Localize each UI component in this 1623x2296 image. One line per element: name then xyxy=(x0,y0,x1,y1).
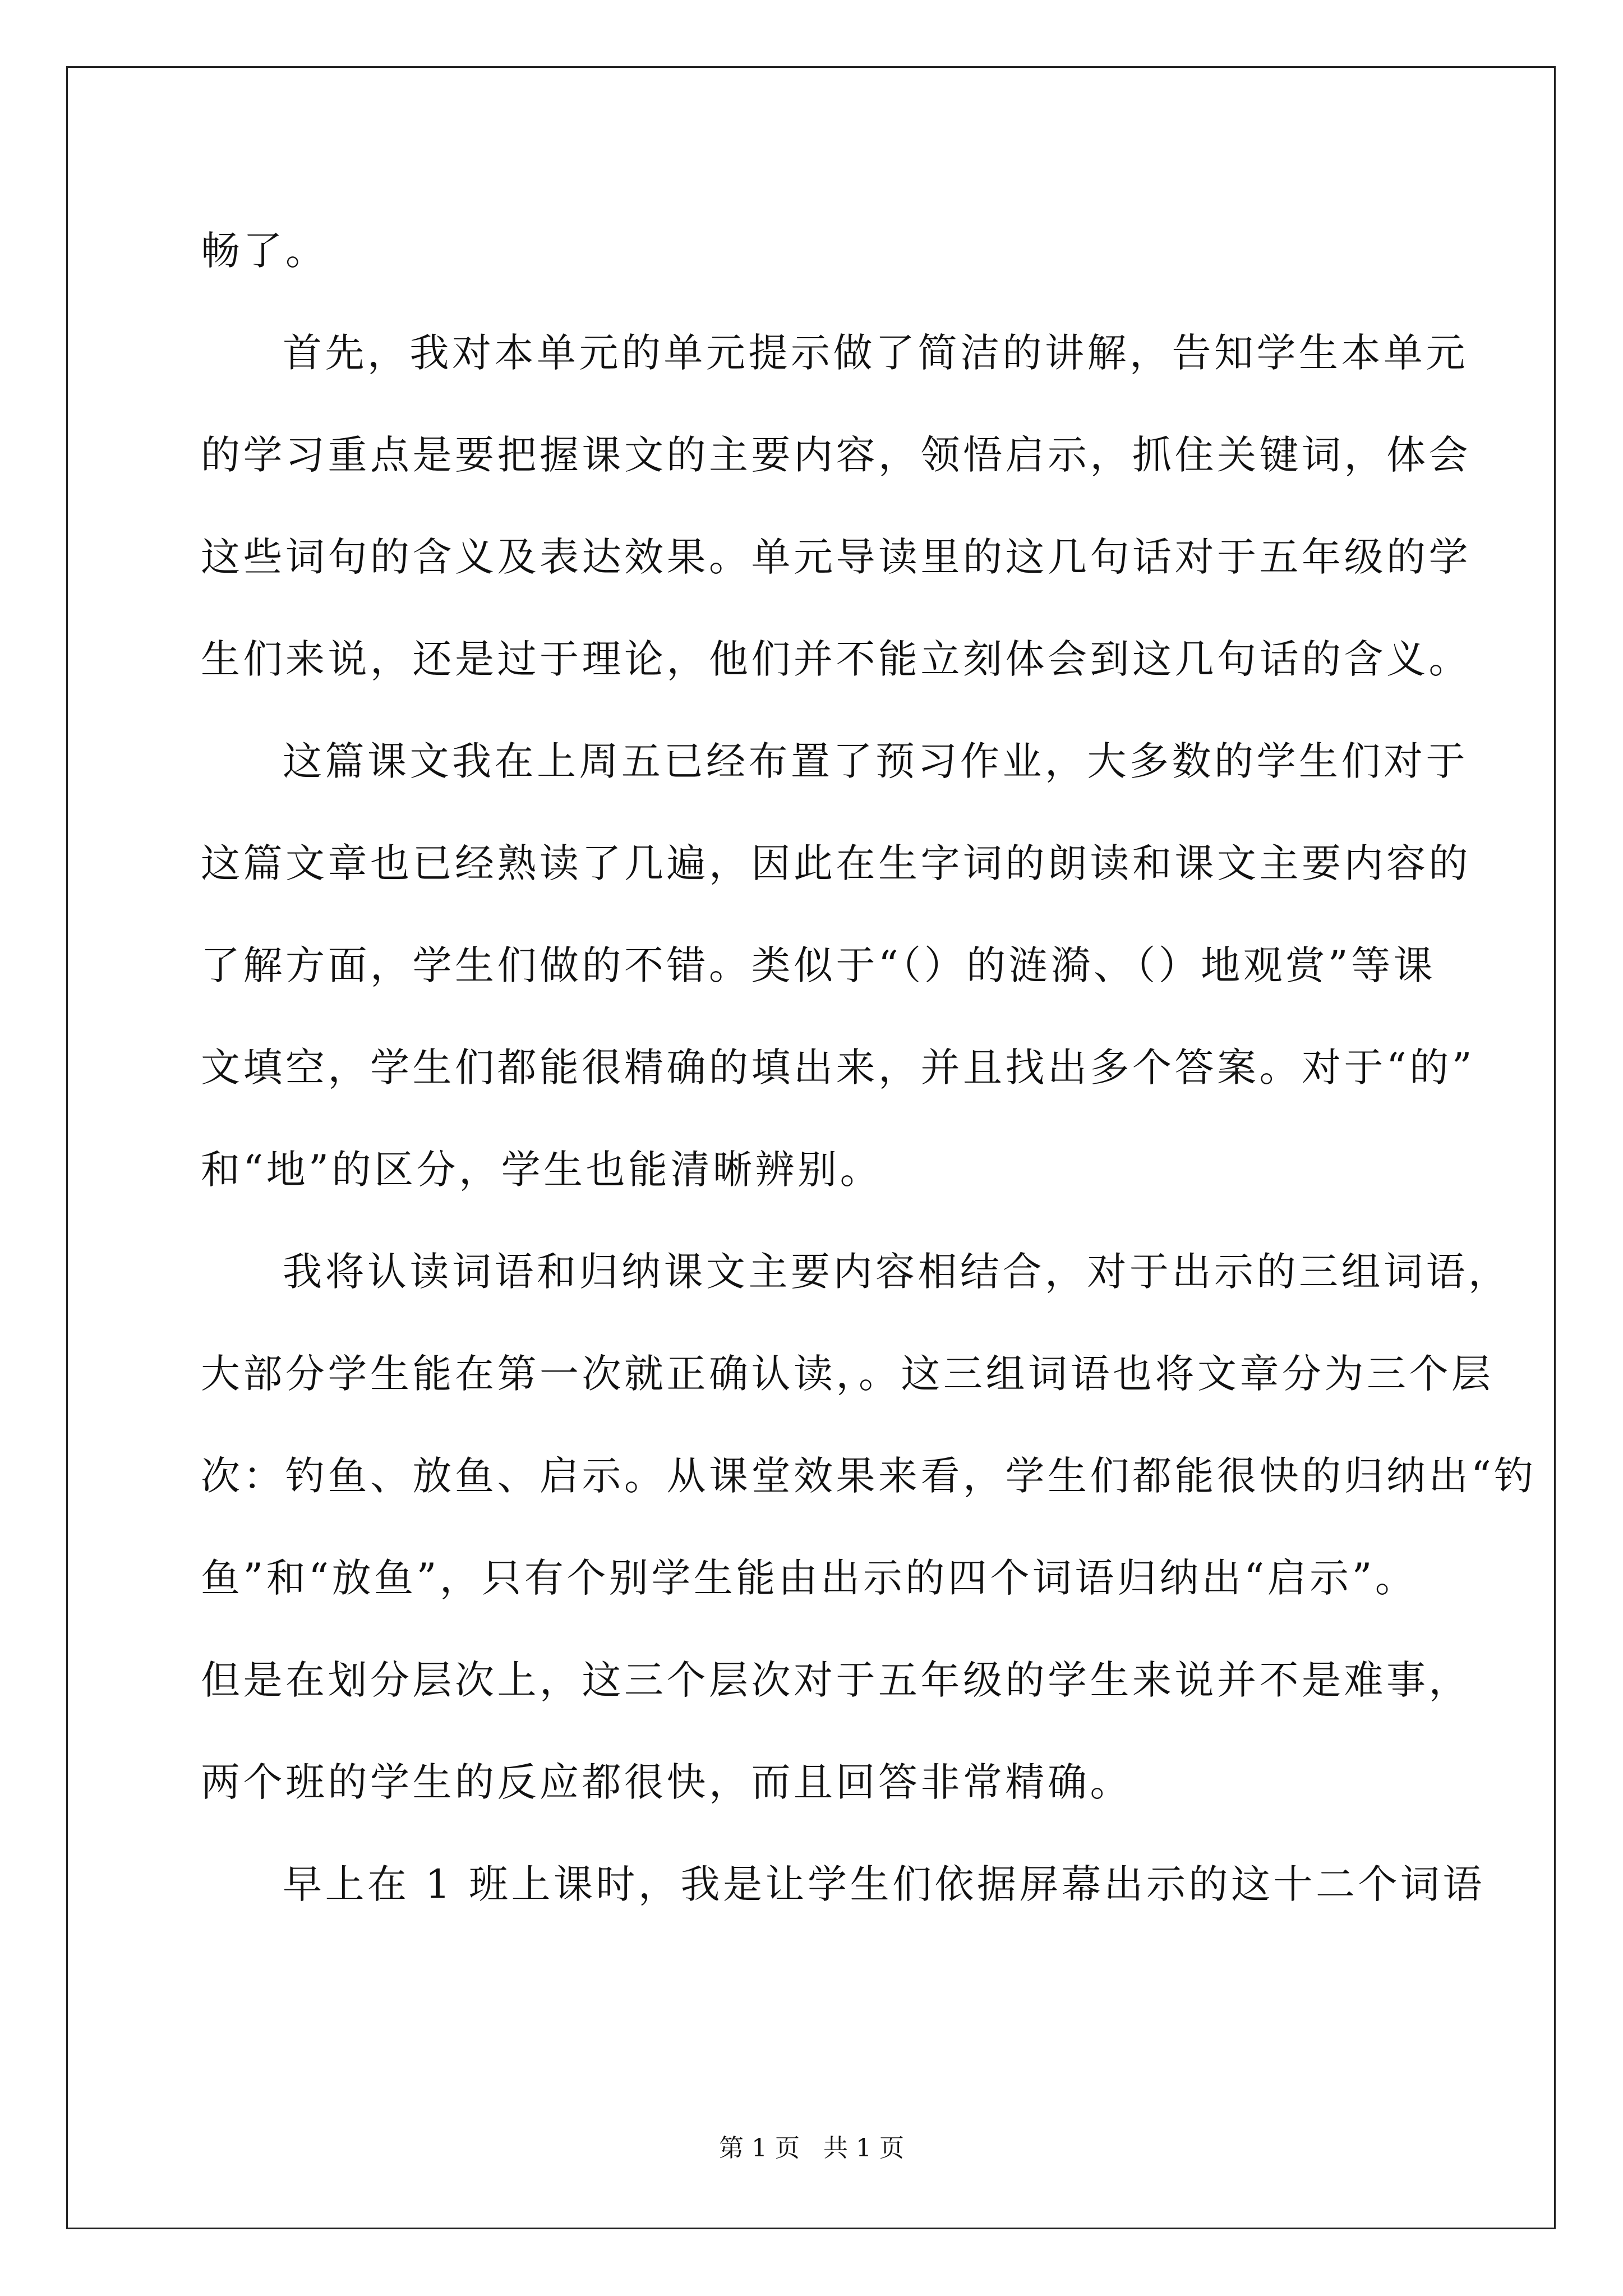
document-body xyxy=(201,200,1537,1935)
text-line: 这篇课文我在上周五已经布置了预习作业，大多数的学生们对于 xyxy=(283,738,1468,784)
text-line: 畅了。 xyxy=(201,228,328,274)
text-line: 的学习重点是要把握课文的主要内容，领悟启示，抓住关键词，体会 xyxy=(201,432,1471,478)
text-line: 次：钓鱼、放鱼、启示。从课堂效果来看，学生们都能很快的归纳出“钓 xyxy=(201,1453,1537,1499)
text-line: 首先，我对本单元的单元提示做了简洁的讲解，告知学生本单元 xyxy=(283,330,1468,376)
page-footer xyxy=(0,2132,1623,2165)
text-line: 早上在 1 班上课时，我是让学生们依据屏幕出示的这十二个词语 xyxy=(283,1861,1486,1907)
page-number-label: 第 1 页 共 1 页 xyxy=(719,2134,904,2162)
text-line: 和“地”的区分，学生也能清晰辨别。 xyxy=(201,1147,883,1193)
text-line: 但是在划分层次上，这三个层次对于五年级的学生来说并不是难事， xyxy=(201,1657,1471,1703)
text-line: 我将认读词语和归纳课文主要内容相结合，对于出示的三组词语， xyxy=(283,1249,1511,1295)
text-line: 生们来说，还是过于理论，他们并不能立刻体会到这几句话的含义。 xyxy=(201,636,1471,682)
text-line: 鱼”和“放鱼”，只有个别学生能由出示的四个词语归纳出“启示”。 xyxy=(201,1555,1418,1601)
text-line: 大部分学生能在第一次就正确认读，。这三组词语也将文章分为三个层 xyxy=(201,1351,1494,1397)
text-line: 了解方面，学生们做的不错。类似于“（）的涟漪、（）地观赏”等课 xyxy=(201,942,1436,988)
text-line: 这篇文章也已经熟读了几遍，因此在生字词的朗读和课文主要内容的 xyxy=(201,840,1471,886)
text-line: 文填空，学生们都能很精确的填出来，并且找出多个答案。对于“的” xyxy=(201,1045,1476,1091)
text-line: 两个班的学生的反应都很快，而且回答非常精确。 xyxy=(201,1759,1132,1805)
text-line: 这些词句的含义及表达效果。单元导读里的这几句话对于五年级的学 xyxy=(201,534,1471,580)
